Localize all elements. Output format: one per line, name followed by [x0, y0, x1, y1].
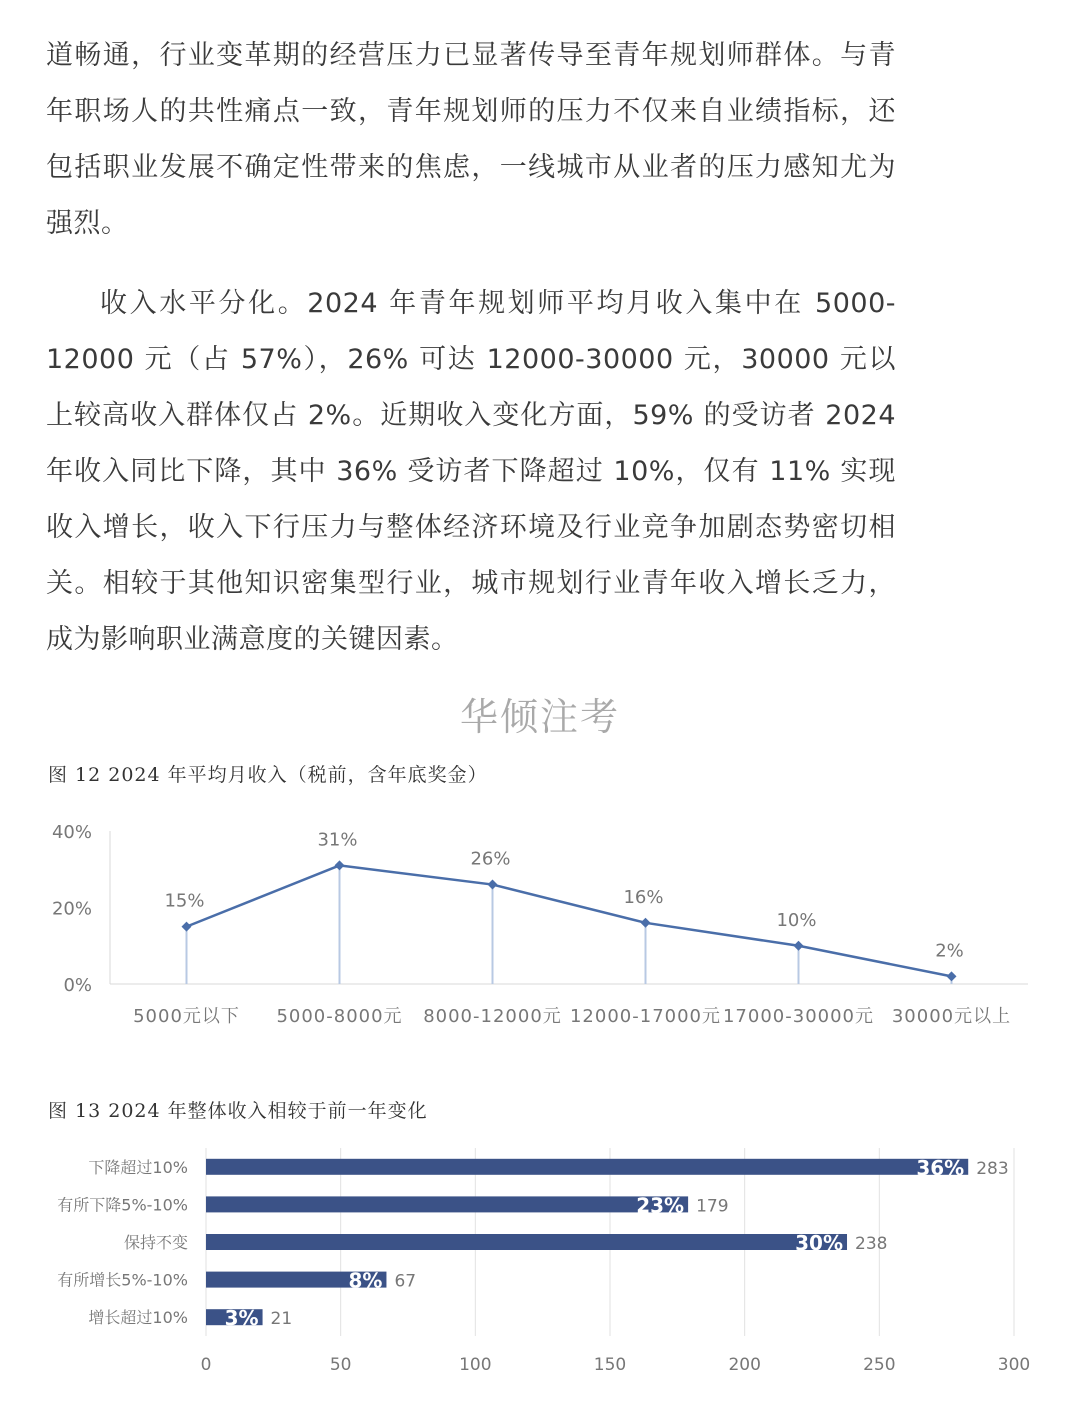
paragraph-pressure: 道畅通，行业变革期的经营压力已显著传导至青年规划师群体。与青年职场人的共性痛点一致，青年规划师的压力不仅来自业绩指标，还包括职业发展不确定性带来的焦虑，一线城市从业者的压力感知尤为强烈。 — [46, 40, 896, 239]
category-label: 保持不变 — [123, 1233, 188, 1252]
x-tick-label: 12000-17000元 — [569, 1006, 722, 1027]
paragraph-income: 收入水平分化。2024 年青年规划师平均月收入集中在 5000-12000 元（占 57%），26% 可达 12000-30000 元，30000 元以上较高收入群体仅占 2%。近期收入变化方面，59% 的受访者 2024 年收入同比下降，其中 36% 受访者下降超过 10%，仅有 11% 实现收入增长，收入下行压力与整体经济环境及行业竞争加剧态势密切相关。相较于其他知识密集型行业，城市规划行业青年收入增长乏力，成为影响职业满意度的关键因素。 — [46, 288, 896, 655]
y-tick-label: 40% — [51, 822, 92, 843]
bar-value-label: 283 — [976, 1158, 1009, 1179]
data-label: 2% — [935, 940, 964, 962]
bar-percent-label: 3% — [224, 1306, 259, 1331]
x-tick-label: 100 — [459, 1355, 492, 1375]
data-label: 15% — [164, 890, 205, 912]
bar-value-label: 179 — [696, 1196, 729, 1217]
bar — [206, 1196, 688, 1212]
data-label: 26% — [470, 848, 511, 870]
x-tick-label: 8000-12000元 — [423, 1006, 562, 1027]
category-label: 下降超过10% — [88, 1157, 188, 1177]
y-tick-label: 0% — [63, 975, 92, 996]
data-point — [182, 922, 192, 932]
article-text — [46, 28, 896, 668]
bar-percent-label: 8% — [348, 1268, 383, 1293]
x-tick-label: 300 — [997, 1355, 1031, 1375]
category-label: 有所增长5%-10% — [57, 1270, 188, 1290]
x-tick-label: 150 — [593, 1355, 627, 1375]
x-tick-label: 17000-30000元 — [722, 1006, 875, 1027]
bar-percent-label: 30% — [795, 1231, 844, 1255]
x-tick-label: 30000元以上 — [891, 1006, 1012, 1027]
category-label: 增长超过10% — [88, 1308, 188, 1328]
x-tick-label: 5000-8000元 — [276, 1006, 403, 1027]
data-label: 16% — [623, 886, 664, 908]
data-point — [488, 880, 498, 890]
data-point — [641, 918, 651, 928]
x-tick-label: 250 — [863, 1355, 896, 1375]
bar-percent-label: 23% — [636, 1193, 685, 1218]
bar-value-label: 67 — [394, 1271, 417, 1292]
x-tick-label: 50 — [329, 1355, 352, 1375]
income-change-bar-chart — [0, 1140, 1080, 1390]
data-point — [335, 860, 345, 870]
income-line-chart — [0, 800, 1080, 1040]
data-point — [794, 941, 804, 951]
bar-value-label: 21 — [270, 1309, 293, 1330]
x-tick-label: 200 — [728, 1355, 761, 1375]
figure-12-title: 图 12 2024 年平均月收入（税前，含年底奖金） — [48, 764, 488, 786]
bar-value-label: 238 — [855, 1234, 888, 1254]
y-tick-label: 20% — [51, 898, 92, 920]
data-label: 10% — [776, 909, 817, 931]
figure-13-title: 图 13 2024 年整体收入相较于前一年变化 — [48, 1100, 428, 1122]
series-line — [187, 865, 952, 976]
x-tick-label: 0 — [200, 1355, 212, 1375]
bar-percent-label: 36% — [916, 1155, 965, 1180]
watermark: 华倾注考 — [459, 695, 620, 739]
data-label: 31% — [317, 829, 358, 851]
bar — [206, 1159, 968, 1175]
category-label: 有所下降5%-10% — [57, 1195, 188, 1215]
data-point — [947, 971, 957, 981]
bar — [206, 1234, 847, 1250]
x-tick-label: 5000元以下 — [133, 1006, 240, 1027]
